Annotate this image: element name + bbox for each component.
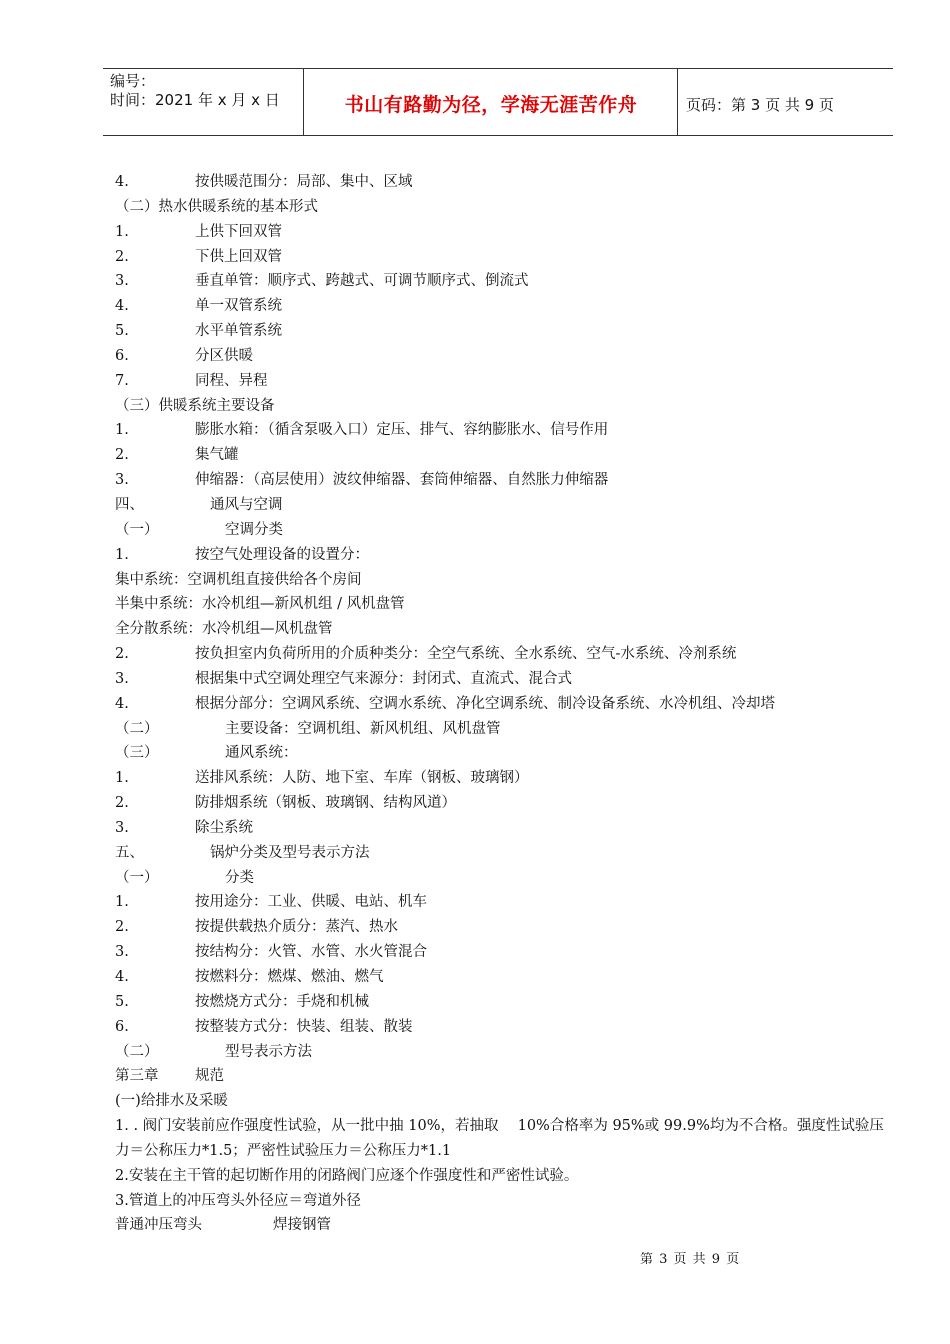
line-number: 1. xyxy=(115,223,129,240)
header-bottom-rule xyxy=(103,135,893,136)
header-page-label: 页码：第 3 页 共 9 页 xyxy=(686,96,834,114)
line-text: 按负担室内负荷所用的介质种类分：全空气系统、全水系统、空气-水系统、冷剂系统 xyxy=(195,646,737,663)
outline-line xyxy=(115,990,885,1015)
outline-line xyxy=(115,841,885,866)
line-number: 4. xyxy=(115,298,129,315)
header-top-rule xyxy=(103,68,893,69)
outline-line xyxy=(115,1015,885,1040)
outline-line xyxy=(115,220,885,245)
line-number: 5. xyxy=(115,993,129,1010)
line-number: 2. xyxy=(115,248,129,265)
outline-line xyxy=(115,965,885,990)
line-text: 通风系统： xyxy=(225,745,298,762)
line-text: 主要设备：空调机组、新风机组、风机盘管 xyxy=(225,720,501,737)
line-text: 单一双管系统 xyxy=(195,298,282,315)
line-text: 按燃烧方式分：手烧和机械 xyxy=(195,993,369,1010)
line-number: （二） xyxy=(115,1043,159,1060)
outline-line xyxy=(115,816,885,841)
line-number: 4. xyxy=(115,174,129,190)
line-number: 3. xyxy=(115,670,129,687)
line-number: 1. xyxy=(115,770,129,787)
line-number: （三） xyxy=(115,745,159,762)
line-number: （二） xyxy=(115,720,159,737)
line-number: 4. xyxy=(115,969,129,985)
outline-line xyxy=(115,294,885,319)
header-divider-left xyxy=(303,68,304,136)
outline-line xyxy=(115,568,885,593)
line-text: 水平单管系统 xyxy=(195,323,282,340)
line-text: 按用途分：工业、供暖、电站、机车 xyxy=(195,894,427,911)
outline-line xyxy=(115,418,885,443)
outline-line xyxy=(115,319,885,344)
line-text: 同程、异程 xyxy=(195,372,268,389)
line-number: 3. xyxy=(115,273,129,290)
line-text: 集中系统：空调机组直接供给各个房间 xyxy=(115,571,362,588)
time-label: 时间：2021 年 x 月 x 日 xyxy=(110,91,280,109)
outline-line xyxy=(115,890,885,915)
line-text: 按燃料分：燃煤、燃油、燃气 xyxy=(195,969,384,985)
line-text: 根据分部分：空调风系统、空调水系统、净化空调系统、制冷设备系统、水冷机组、冷却塔 xyxy=(195,695,775,712)
line-text: 除尘系统 xyxy=(195,819,253,836)
line-number: 7. xyxy=(115,372,129,389)
line-number: 3. xyxy=(115,944,129,961)
outline-line xyxy=(115,791,885,816)
outline-line xyxy=(115,443,885,468)
line-number: 1. xyxy=(115,894,129,911)
line-number: 1. xyxy=(115,422,129,439)
outline-line xyxy=(115,1064,885,1089)
line-text: 空调分类 xyxy=(225,521,283,538)
outline-line xyxy=(115,468,885,493)
outline-line xyxy=(115,766,885,791)
line-number: 2. xyxy=(115,447,129,464)
line-text: 分区供暖 xyxy=(195,347,253,364)
outline-line xyxy=(115,667,885,692)
outline-line xyxy=(115,195,885,220)
line-text: （二）热水供暖系统的基本形式 xyxy=(115,198,318,215)
document-body xyxy=(115,170,885,1238)
line-number: 2. xyxy=(115,646,129,663)
outline-line xyxy=(115,394,885,419)
outline-line xyxy=(115,617,885,642)
outline-line xyxy=(115,1089,885,1114)
paragraph-1: 1. . 阀门安装前应作强度性试验，从一批中抽 10%，若抽取 10%合格率为 95%或 99.9%均为不合格。强度性试验压力＝公称压力*1.5；严密性试验压力＝公称压力*1.1 xyxy=(115,1118,884,1159)
line-text: 全分散系统：水冷机组—风机盘管 xyxy=(115,621,333,638)
outline-line xyxy=(115,493,885,518)
line-number: 4. xyxy=(115,695,129,712)
line-number: 5. xyxy=(115,323,129,340)
outline-line xyxy=(115,692,885,717)
outline-line xyxy=(115,1040,885,1065)
header-divider-right xyxy=(677,68,678,136)
line-text: 根据集中式空调处理空气来源分：封闭式、直流式、混合式 xyxy=(195,670,572,687)
line-text: 半集中系统：水冷机组—新风机组 / 风机盘管 xyxy=(115,596,405,613)
line-text: 上供下回双管 xyxy=(195,223,282,240)
outline-line xyxy=(115,741,885,766)
outline-line xyxy=(115,344,885,369)
line-number: 1. xyxy=(115,546,129,563)
outline-line xyxy=(115,518,885,543)
line-number: （一） xyxy=(115,521,159,538)
line-text: (一)给排水及采暖 xyxy=(115,1093,228,1110)
line-text: 规范 xyxy=(195,1068,224,1085)
outline-line xyxy=(115,369,885,394)
line-text: 防排烟系统（钢板、玻璃钢、结构风道） xyxy=(195,795,456,812)
page-footer: 第 3 页 共 9 页 xyxy=(640,1252,741,1267)
line-number: （一） xyxy=(115,869,159,886)
line-text: 按整装方式分：快装、组装、散装 xyxy=(195,1018,413,1035)
line-text: 型号表示方法 xyxy=(225,1043,312,1060)
line-number: 第三章 xyxy=(115,1068,159,1085)
line-number: 3. xyxy=(115,472,129,489)
line-number: 3. xyxy=(115,819,129,836)
outline-line xyxy=(115,543,885,568)
line-text: 集气罐 xyxy=(195,447,239,464)
line-text: 膨胀水箱：（循含泵吸入口）定压、排气、容纳膨胀水、信号作用 xyxy=(195,422,609,439)
outline-line xyxy=(115,940,885,965)
outline-line xyxy=(115,170,885,195)
line-text: 伸缩器：（高层使用）波纹伸缩器、套筒伸缩器、自然胀力伸缩器 xyxy=(195,472,609,489)
line-text: 按空气处理设备的设置分： xyxy=(195,546,369,563)
line-number: 五、 xyxy=(115,844,144,861)
last-line-left: 普通冲压弯头 xyxy=(115,1217,202,1234)
line-number: 2. xyxy=(115,795,129,812)
header-motto: 书山有路勤为径，学海无涯苦作舟 xyxy=(344,94,638,116)
line-text: 按结构分：火管、水管、水火管混合 xyxy=(195,944,427,961)
line-number: 四、 xyxy=(115,496,144,513)
outline-line xyxy=(115,245,885,270)
serial-label: 编号： xyxy=(110,72,156,90)
last-line xyxy=(115,1213,885,1238)
paragraph-3: 3.管道上的冲压弯头外径应＝弯道外径 xyxy=(115,1192,361,1209)
paragraph-2: 2.安装在主干管的起切断作用的闭路阀门应逐个作强度性和严密性试验。 xyxy=(115,1167,579,1184)
line-text: 分类 xyxy=(225,869,254,886)
outline-line xyxy=(115,269,885,294)
line-number: 6. xyxy=(115,347,129,364)
line-text: 锅炉分类及型号表示方法 xyxy=(210,844,370,861)
header-meta xyxy=(110,72,280,110)
line-text: 垂直单管：顺序式、跨越式、可调节顺序式、倒流式 xyxy=(195,273,529,290)
outline-line xyxy=(115,866,885,891)
outline-line xyxy=(115,717,885,742)
outline-lines xyxy=(115,170,885,1114)
outline-line xyxy=(115,642,885,667)
line-number: 6. xyxy=(115,1018,129,1035)
line-text: 按供暖范围分：局部、集中、区域 xyxy=(195,174,413,190)
line-text: 送排风系统：人防、地下室、车库（钢板、玻璃钢） xyxy=(195,770,529,787)
outline-line xyxy=(115,592,885,617)
line-text: 通风与空调 xyxy=(210,496,283,513)
line-number: 2. xyxy=(115,919,129,936)
outline-line xyxy=(115,915,885,940)
line-text: （三）供暖系统主要设备 xyxy=(115,397,275,414)
line-text: 按提供载热介质分：蒸汽、热水 xyxy=(195,919,398,936)
line-text: 下供上回双管 xyxy=(195,248,282,265)
last-line-right: 焊接钢管 xyxy=(273,1217,331,1234)
